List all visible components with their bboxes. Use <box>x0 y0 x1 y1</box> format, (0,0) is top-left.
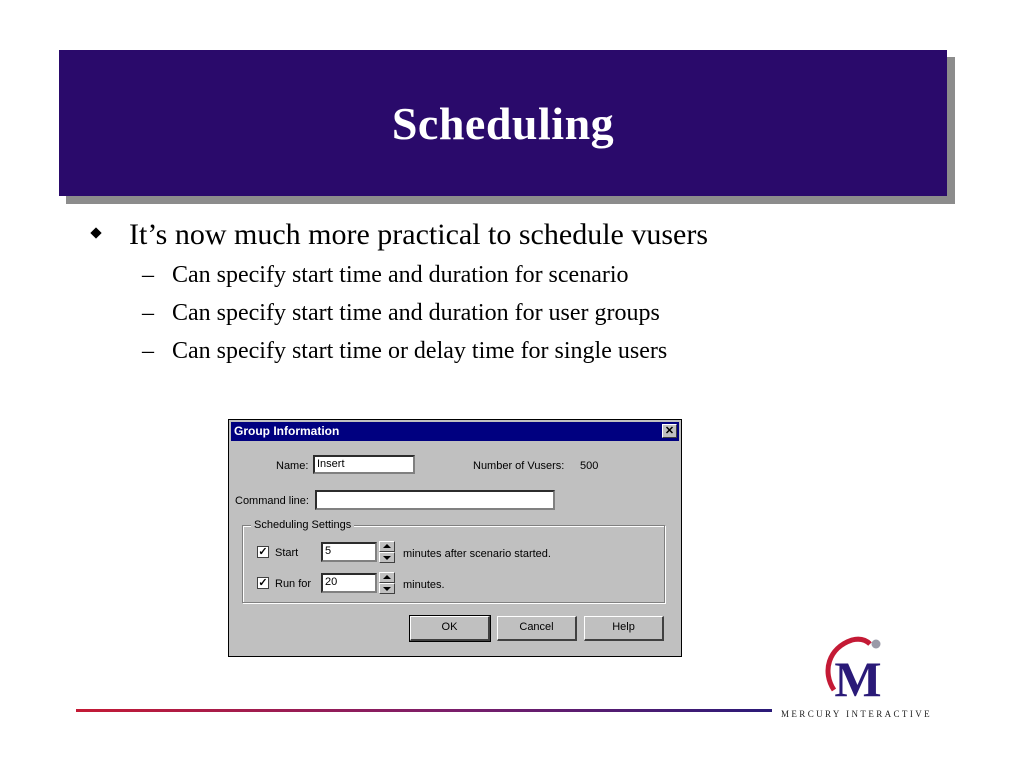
name-label: Name: <box>276 460 309 472</box>
sub-bullet-text: Can specify start time and duration for scenario <box>172 262 629 288</box>
spin-down-icon[interactable] <box>379 552 395 563</box>
dash-bullet: – <box>142 300 154 326</box>
scheduling-settings-group <box>242 525 665 603</box>
diamond-bullet-icon <box>90 227 101 238</box>
dialog-title: Group Information <box>234 424 340 438</box>
footer-rule <box>76 709 772 712</box>
close-button[interactable] <box>662 424 677 438</box>
start-minutes-field[interactable]: 5 <box>321 542 377 562</box>
command-line-field[interactable] <box>315 490 555 510</box>
dialog-titlebar[interactable] <box>231 422 679 441</box>
spin-up-icon[interactable] <box>379 541 395 552</box>
bullet-list <box>92 214 952 370</box>
mercury-logo-icon <box>820 630 896 706</box>
sub-bullet-text: Can specify start time and duration for user groups <box>172 300 660 326</box>
start-label: Start <box>275 547 299 559</box>
help-button[interactable]: Help <box>584 616 664 641</box>
bullet-item <box>92 214 952 256</box>
close-icon: ✕ <box>664 425 675 437</box>
start-suffix: minutes after scenario started. <box>403 548 551 560</box>
check-icon: ✓ <box>258 577 268 589</box>
group-information-dialog <box>228 419 682 657</box>
slide-title: Scheduling <box>391 97 615 149</box>
start-checkbox[interactable] <box>257 546 269 558</box>
dash-bullet: – <box>142 262 154 288</box>
run-for-checkbox[interactable] <box>257 577 269 589</box>
check-icon: ✓ <box>258 546 268 558</box>
logo-letter: M <box>834 651 882 706</box>
run-for-label: Run for <box>275 578 312 590</box>
bullet-text: It’s now much more practical to schedule vusers <box>129 218 708 251</box>
vusers-label: Number of Vusers: <box>473 460 565 472</box>
command-line-label: Command line: <box>235 495 309 507</box>
sub-bullet-item <box>92 294 952 332</box>
sub-bullet-text: Can specify start time or delay time for single users <box>172 338 668 364</box>
run-for-spinner[interactable] <box>379 572 395 594</box>
cancel-button[interactable]: Cancel <box>497 616 577 641</box>
start-spinner[interactable] <box>379 541 395 563</box>
company-name: MERCURY INTERACTIVE <box>781 709 933 719</box>
title-banner <box>59 50 947 196</box>
run-for-minutes-field[interactable]: 20 <box>321 573 377 593</box>
scheduling-settings-label: Scheduling Settings <box>251 518 354 532</box>
dash-bullet: – <box>142 338 154 364</box>
name-field[interactable]: Insert <box>313 455 415 474</box>
ok-button[interactable]: OK <box>410 616 490 641</box>
logo-dot <box>872 640 881 649</box>
run-for-suffix: minutes. <box>403 579 445 591</box>
spin-down-icon[interactable] <box>379 583 395 594</box>
spin-up-icon[interactable] <box>379 572 395 583</box>
sub-bullet-item <box>92 256 952 294</box>
vusers-value: 500 <box>580 460 599 472</box>
sub-bullet-item <box>92 332 952 370</box>
